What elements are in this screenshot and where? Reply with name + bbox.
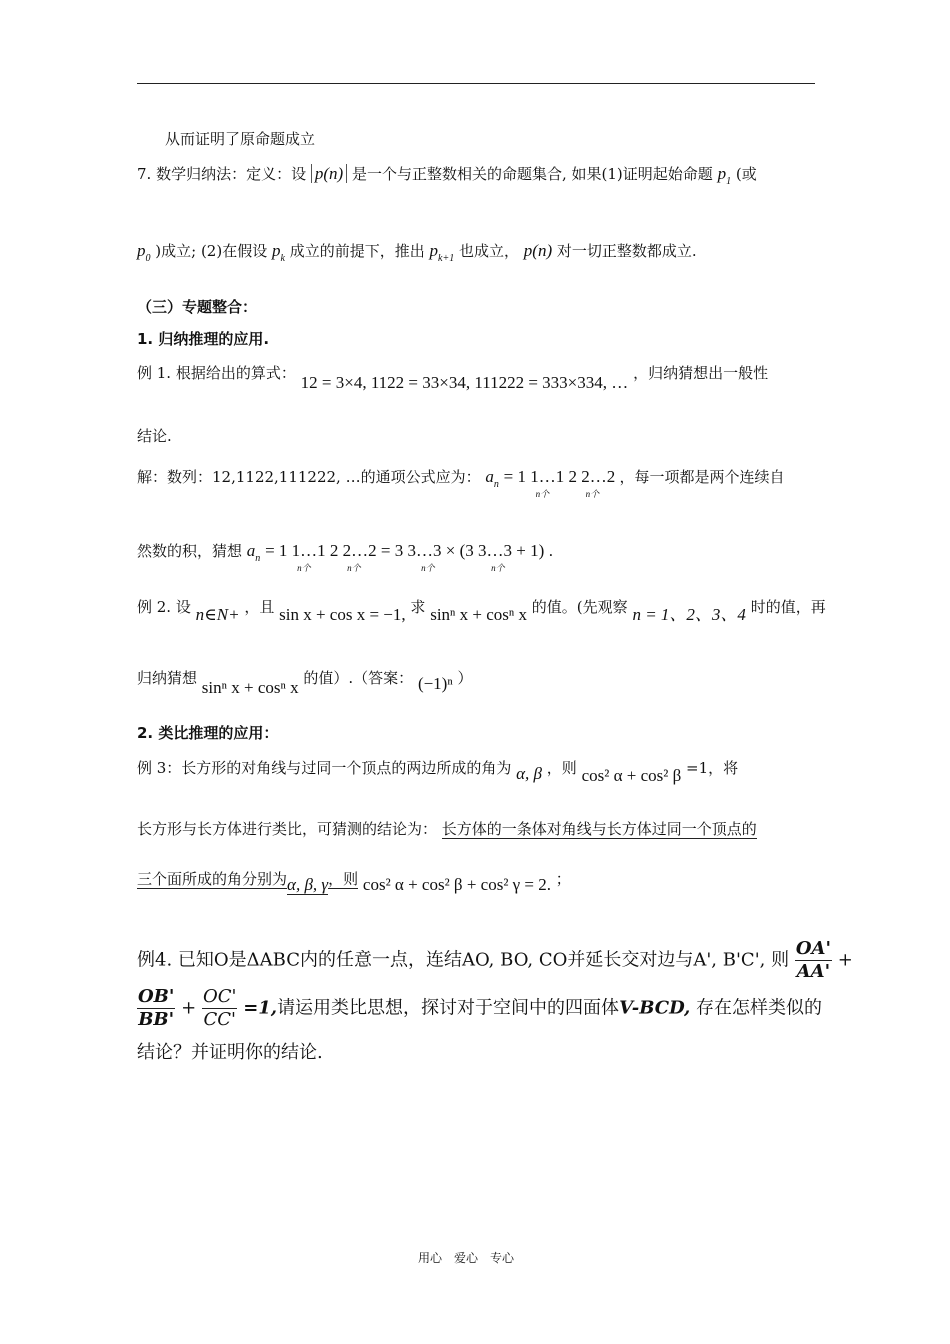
text: 求: [410, 598, 426, 616]
text: ，则: [546, 759, 577, 777]
text: 也成立，: [459, 242, 520, 260]
example-4: [137, 938, 853, 983]
example-1: [137, 362, 769, 392]
text: 长方形与长方体进行类比，可猜测的结论为：: [137, 820, 438, 838]
text: 7. 数学归纳法：定义：设: [137, 165, 307, 183]
example-4-end: 结论？并证明你的结论.: [137, 1042, 323, 1063]
fraction-OC-CC: $\frac{OC'}{CC'}$: [202, 986, 237, 1030]
math-an: $a_n$: [246, 541, 261, 564]
text: 例 1. 根据给出的算式：: [137, 364, 296, 382]
underbrace-label: n个: [491, 563, 505, 573]
underlined-answer: 三个面所成的角分别为: [137, 870, 288, 888]
text: )成立; (2)在假设: [155, 242, 268, 260]
math-equation: sin x + cos x = −1,: [279, 605, 406, 624]
math-answer: (−1)ⁿ: [417, 674, 453, 693]
text: 例 2. 设: [137, 598, 191, 616]
fraction-OA-AA: $\frac{OA'}{AA'}$: [795, 938, 831, 982]
underlined-answer: 长方体的一条体对角线与长方体过同一个顶点的: [441, 820, 757, 838]
underbrace-label: n个: [347, 563, 361, 573]
plus-sign: +: [837, 949, 853, 971]
text: 的值）.（答案：: [303, 669, 414, 687]
math-pk1: $p_{k+1}$: [429, 241, 455, 264]
solution-1-cont: [137, 540, 554, 573]
math-angles: α, β: [516, 764, 542, 783]
underbrace-label: n个: [421, 563, 435, 573]
text: 例4. 已知O是ΔABC内的任意一点，连结AO, BO, CO并延长交对边与A', B'C', 则: [137, 949, 790, 971]
text: ，则: [328, 870, 359, 888]
solution-1: [137, 466, 785, 499]
example-2: [137, 592, 826, 624]
example-3: [137, 757, 739, 785]
text-conclusion: 从而证明了原命题成立: [165, 130, 316, 148]
equals-one: =1,: [243, 997, 278, 1019]
math-p0: $p_0$: [137, 241, 151, 264]
underbrace-label: n个: [585, 489, 600, 499]
text: 的值。(先观察: [531, 598, 628, 616]
text: 请运用类比思想，探讨对于空间中的四面体: [277, 997, 620, 1019]
text: ；: [555, 870, 571, 888]
heading-induction-application: 1. 归纳推理的应用.: [137, 330, 270, 348]
text: ）: [457, 669, 473, 687]
underbrace-label: n个: [297, 563, 311, 573]
underbrace-label: n个: [535, 489, 550, 499]
math-an: $a_n$: [485, 467, 499, 490]
text: .: [548, 542, 554, 560]
heading-analogy-application: 2. 类比推理的应用：: [137, 724, 279, 742]
tetrahedron-label: V-BCD,: [619, 997, 691, 1019]
math-p1: $p_1$: [717, 164, 732, 187]
text: 归纳猜想: [137, 669, 198, 687]
example-3-cont: [137, 818, 757, 839]
example-1-cont: 结论.: [137, 427, 172, 445]
example-2-cont: [137, 667, 473, 697]
text: 解：数列：12,1122,111222, …的通项公式应为：: [137, 468, 481, 486]
math-cos-sum: cos² α + cos² β + cos² γ = 2.: [362, 875, 552, 894]
math-expression: sinⁿ x + cosⁿ x: [430, 605, 528, 624]
text: 存在怎样类似的: [696, 997, 823, 1019]
text: 然数的积，猜想: [137, 542, 243, 560]
math-pk: $p_k$: [272, 241, 285, 264]
text: 成立的前提下，推出: [289, 242, 425, 260]
math-formula: = 1 1…1 2 2…2 n个 n个: [503, 467, 616, 499]
math-pn: p(n): [311, 164, 347, 183]
text: ，每一项都是两个连续自: [619, 468, 785, 486]
text: 时的值，再: [750, 598, 826, 616]
math-cos-sum: cos² α + cos² β: [581, 766, 682, 785]
example-3-answer: [137, 868, 571, 894]
plus-sign: +: [181, 997, 197, 1019]
text: (或: [735, 165, 757, 183]
text: ，且: [244, 598, 275, 616]
math-expression: sinⁿ x + cosⁿ x: [201, 678, 299, 697]
induction-definition-line2: [137, 240, 697, 264]
header-rule: [137, 83, 815, 84]
math-n-values: n = 1、2、3、4: [632, 605, 746, 624]
math-formula: 12 = 3×4, 1122 = 33×34, 111222 = 333×334, …: [300, 373, 629, 392]
text: 是一个与正整数相关的命题集合, 如果(1)证明起始命题: [351, 165, 713, 183]
induction-definition-line1: [137, 163, 757, 187]
text: =1，将: [686, 759, 739, 777]
text: ，归纳猜想出一般性: [633, 364, 769, 382]
page-footer: 用心 爱心 专心: [418, 1251, 515, 1265]
section-heading-3: （三）专题整合：: [137, 298, 258, 316]
text: 例 3：长方形的对角线与过同一个顶点的两边所成的角为: [137, 759, 512, 777]
math-angles: α, β, γ: [287, 875, 329, 894]
math-formula: = 1 1…1 2 2…2 = 3 3…3 × (3 3…3 + 1) n个 n个 n个 n个: [265, 541, 545, 573]
example-4-cont: [137, 986, 822, 1031]
math-pn: p(n): [523, 241, 553, 260]
text: 对一切正整数都成立.: [556, 242, 697, 260]
math-n-in-N: n∈N+: [195, 605, 240, 624]
fraction-OB-BB: $\frac{OB'}{BB'}$: [138, 986, 175, 1030]
